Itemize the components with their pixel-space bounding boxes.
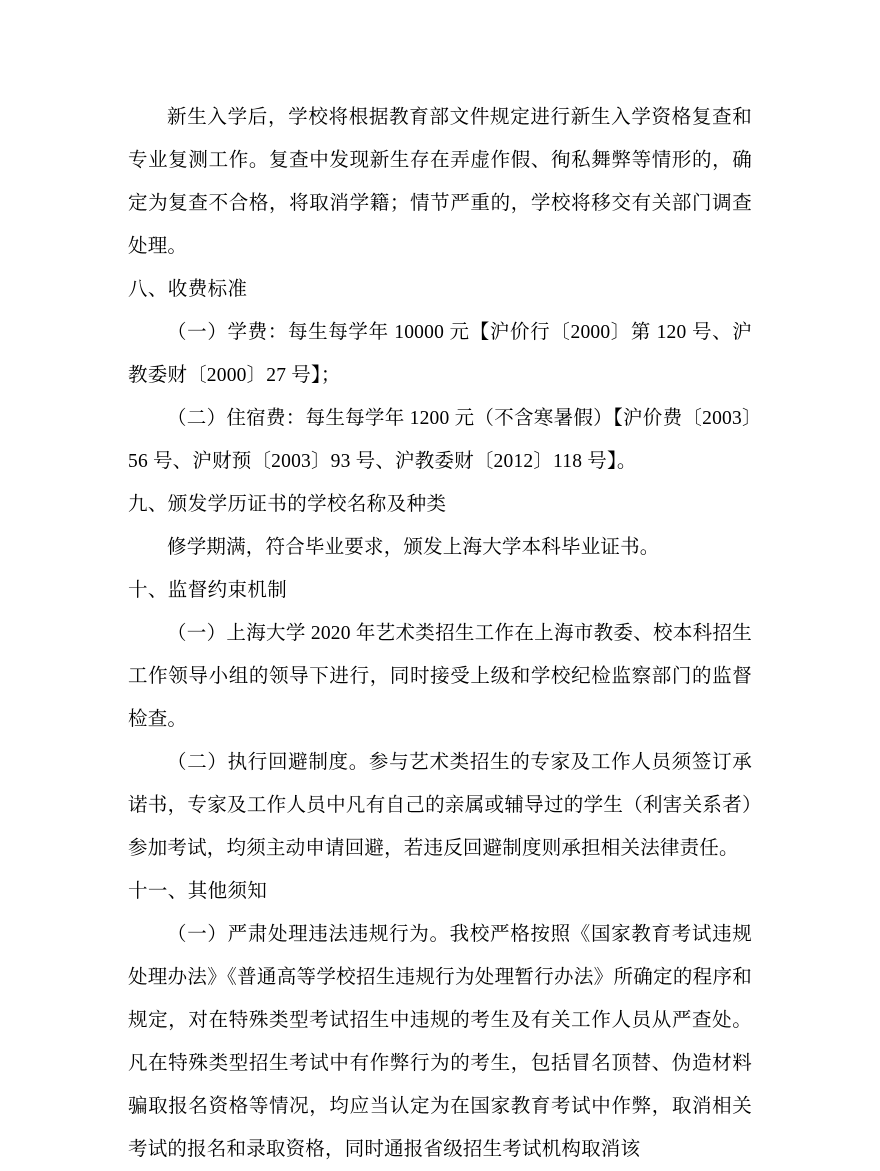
heading-other-notices: 十一、其他须知 (128, 881, 268, 902)
heading-supervision-mechanism: 十、监督约束机制 (128, 580, 288, 601)
paragraph-violation-handling: （一）严肃处理违法违规行为。我校严格按照《国家教育考试违规处理办法》《普通高等学校招生违规行为处理暂行办法》所确定的程序和规定，对在特殊类型考试招生中违规的考生及有关工作人员从严查处。凡在特殊类型招生考试中有作弊行为的考生，包括冒名顶替、伪造材料骗取报名资格等情况，均应当认定为在国家教育考试中作弊，取消相关考试的报名和录取资格，同时通报省级招生考试机构取消该 (128, 924, 752, 1160)
paragraph-tuition: （一）学费：每生每学年 10000 元【沪价行〔2000〕第 120 号、沪教委财〔2000〕27 号】； (128, 322, 752, 386)
heading-diploma-issuing-school: 九、颁发学历证书的学校名称及种类 (128, 494, 447, 515)
paragraph-diploma: 修学期满，符合毕业要求，颁发上海大学本科毕业证书。 (167, 537, 660, 558)
paragraph-enrollment-review: 新生入学后，学校将根据教育部文件规定进行新生入学资格复查和专业复测工作。复查中发现新生存在弄虚作假、徇私舞弊等情形的，确定为复查不合格，将取消学籍；情节严重的，学校将移交有关部门调查处理。 (128, 107, 752, 257)
heading-fee-standard: 八、收费标准 (128, 279, 248, 300)
document-body (128, 96, 752, 1171)
paragraph-supervision-leadership: （一）上海大学 2020 年艺术类招生工作在上海市教委、校本科招生工作领导小组的领导下进行，同时接受上级和学校纪检监察部门的监督检查。 (128, 623, 752, 730)
paragraph-accommodation-fee: （二）住宿费：每生每学年 1200 元（不含寒暑假）【沪价费〔2003〕56 号、沪财预〔2003〕93 号、沪教委财〔2012〕118 号】。 (128, 408, 752, 472)
paragraph-avoidance-system: （二）执行回避制度。参与艺术类招生的专家及工作人员须签订承诺书，专家及工作人员中凡有自己的亲属或辅导过的学生（利害关系者）参加考试，均须主动申请回避，若违反回避制度则承担相关法律责任。 (128, 752, 752, 859)
